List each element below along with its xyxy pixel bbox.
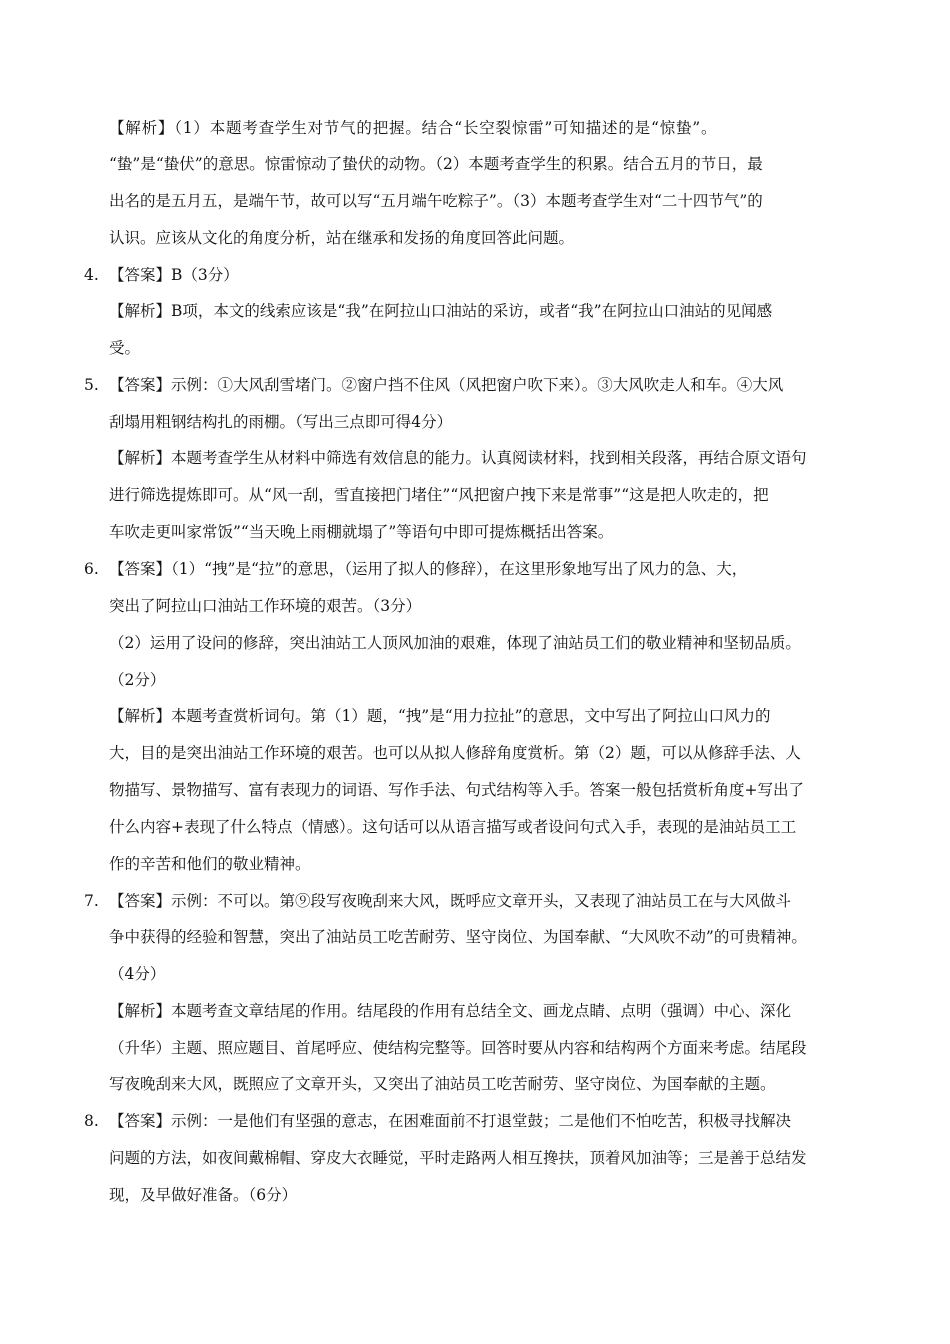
answer-line: 【答案】示例：①大风刮雪堵门。②窗户挡不住风（风把窗户吹下来）。③大风吹走人和车。④大风 <box>109 376 784 394</box>
analysis-line: 【解析】本题考查文章结尾的作用。结尾段的作用有总结全文、画龙点睛、点明（强调）中心、深化 <box>109 1002 792 1020</box>
analysis-line: 受。 <box>109 339 141 357</box>
answer-line: 【答案】（1）“拽”是“拉”的意思，（运用了拟人的修辞），在这里形象地写出了风力的急、大， <box>109 560 748 578</box>
analysis-line: 什么内容+表现了什么特点（情感）。这句话可以从语言描写或者设问句式入手，表现的是油站员工工 <box>109 818 797 836</box>
analysis-line: 【解析】本题考查赏析词句。第（1）题，“拽”是“用力拉扯”的意思，文中写出了阿拉山口风力的 <box>109 707 771 725</box>
answer-line: 争中获得的经验和智慧，突出了油站员工吃苦耐劳、坚守岗位、为国奉献、“大风吹不动”的可贵精神。 <box>109 928 807 946</box>
text-line: “蛰”是“蛰伏”的意思。惊雷惊动了蛰伏的动物。（2）本题考查学生的积累。结合五月的节日，最 <box>109 155 763 173</box>
analysis-line: 车吹走更叫家常饭”“当天晚上雨棚就塌了”等语句中即可提炼概括出答案。 <box>109 523 614 541</box>
analysis-line: 作的辛苦和他们的敬业精神。 <box>109 855 311 873</box>
item-number: 5. <box>84 376 99 394</box>
analysis-line: 大，目的是突出油站工作环境的艰苦。也可以从拟人修辞角度赏析。第（2）题，可以从修辞手法、人 <box>109 744 801 762</box>
answer-line: （2分） <box>109 671 166 689</box>
analysis-line: 【解析】B项，本文的线索应该是“我”在阿拉山口油站的采访，或者“我”在阿拉山口油站的见闻感 <box>109 302 773 320</box>
text-line: 出名的是五月五，是端午节，故可以写“五月端午吃粽子”。（3）本题考查学生对“二十四节气”的 <box>109 192 763 210</box>
item-number: 7. <box>84 892 99 910</box>
text-line: 【解析】（1）本题考查学生对节气的把握。结合“长空裂惊雷”可知描述的是“惊蛰”。 <box>109 119 718 137</box>
item-number: 4. <box>84 266 99 284</box>
answer-line: 【答案】示例：不可以。第⑨段写夜晚刮来大风，既呼应文章开头，又表现了油站员工在与大风做斗 <box>109 892 792 910</box>
analysis-line: 写夜晚刮来大风，既照应了文章开头，又突出了油站员工吃苦耐劳、坚守岗位、为国奉献的主题。 <box>109 1075 776 1093</box>
answer-line: 【答案】B（3分） <box>109 266 239 284</box>
answer-line: （4分） <box>109 965 166 983</box>
analysis-line: 【解析】本题考查学生从材料中筛选有效信息的能力。认真阅读材料，找到相关段落，再结合原文语句 <box>109 449 807 467</box>
answer-line: 刮塌用粗钢结构扎的雨棚。（写出三点即可得4分） <box>109 413 453 431</box>
analysis-line: 物描写、景物描写、富有表现力的词语、写作手法、句式结构等入手。答案一般包括赏析角度+写出了 <box>109 781 804 799</box>
item-number: 6. <box>84 560 99 578</box>
answer-line: （2）运用了设问的修辞，突出油站工人顶风加油的艰难，体现了油站员工们的敬业精神和坚韧品质。 <box>109 634 801 652</box>
answer-line: 【答案】示例：一是他们有坚强的意志，在困难面前不打退堂鼓；二是他们不怕吃苦，积极寻找解决 <box>109 1112 792 1130</box>
item-number: 8. <box>84 1112 99 1130</box>
analysis-line: （升华）主题、照应题目、首尾呼应、使结构完整等。回答时要从内容和结构两个方面来考虑。结尾段 <box>109 1039 807 1057</box>
answer-line: 突出了阿拉山口油站工作环境的艰苦。（3分） <box>109 597 422 615</box>
analysis-line: 进行筛选提炼即可。从“风一刮，雪直接把门堵住”“风把窗户拽下来是常事”“这是把人吹走的，把 <box>109 486 769 504</box>
text-line: 认识。应该从文化的角度分析，站在继承和发扬的角度回答此问题。 <box>109 229 575 247</box>
answer-line: 现，及早做好准备。（6分） <box>109 1186 298 1204</box>
answer-line: 问题的方法，如夜间戴棉帽、穿皮大衣睡觉，平时走路两人相互搀扶，顶着风加油等；三是善于总结发 <box>109 1149 807 1167</box>
